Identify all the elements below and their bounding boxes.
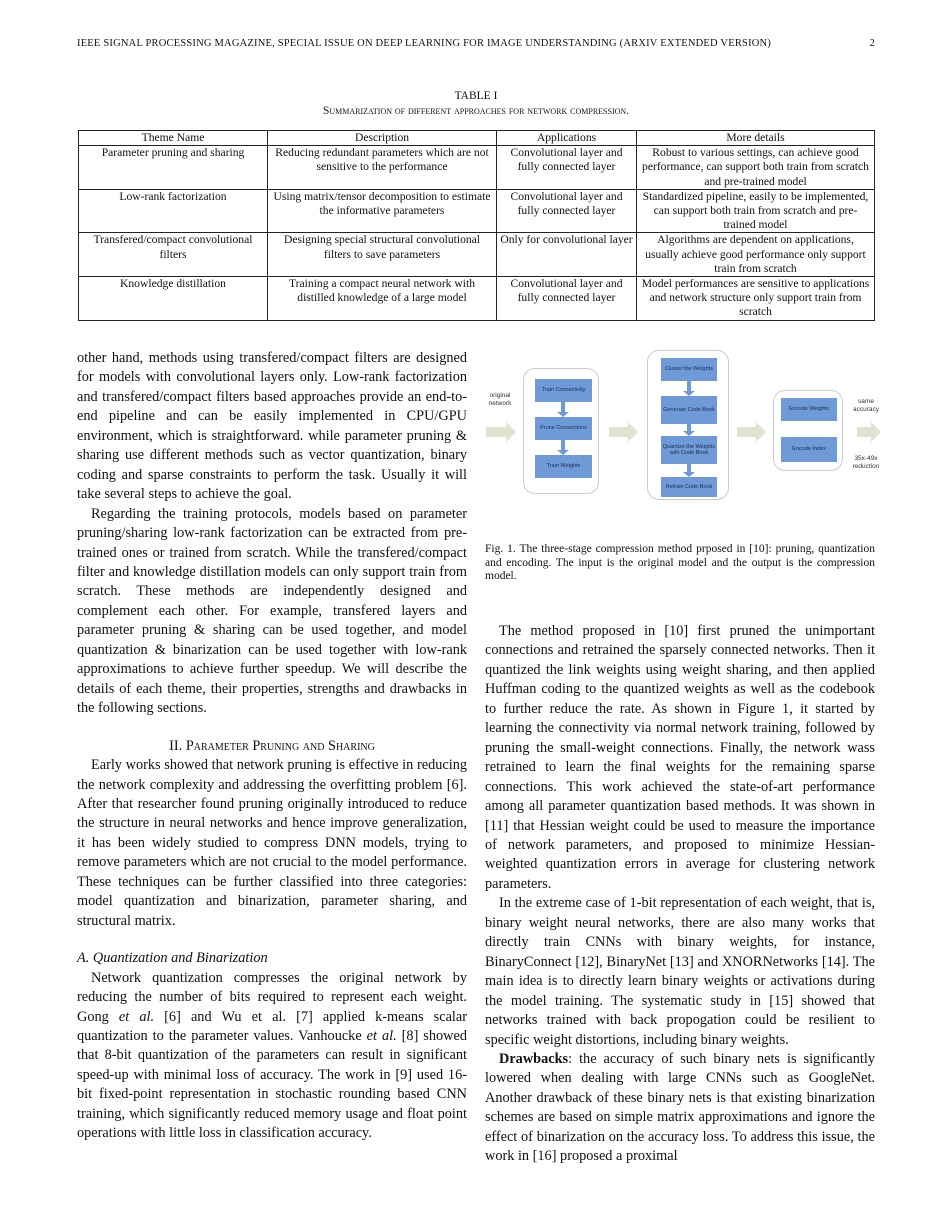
step-box: Generate Code Book <box>661 396 717 424</box>
right-column <box>485 622 875 1167</box>
table-label: TABLE I <box>454 90 498 102</box>
column-header: Applications <box>497 131 637 146</box>
compression-approaches-table <box>78 130 875 321</box>
table-cell: Using matrix/tensor decomposition to estimate the informative parameters <box>268 189 497 233</box>
paragraph <box>485 1050 875 1167</box>
table-row <box>79 233 875 277</box>
down-arrow <box>687 424 691 431</box>
step-box: Train Connectivity <box>535 379 592 402</box>
down-arrow <box>687 381 691 391</box>
flow-arrow <box>486 427 506 437</box>
table-cell: Standardized pipeline, easily to be implemented, can support both train from scratch and pre-trained model <box>637 189 875 233</box>
step-box: Retrain Code Book <box>661 477 717 497</box>
paragraph: Early works showed that network pruning is effective in reducing the network complexity and addressing the overfitting problem [6]. After that researcher found pruning originally introduced to reduce the structure in neural networks and hence improve generalization, it has been widely studied to compress DNN models, trying to remove parameters which are not crucial to the model performance. These techniques can be further classified into three categories: model quantization and binarization, parameter sharing, and structural matrix. <box>77 757 467 929</box>
paragraph: In the extreme case of 1-bit representation of each weight, that is, binary weight neural networks, there are also many works that directly train CNNs with binary weights, for instance, BinaryConnect [12], BinaryNet [13] and XNORNetworks [14]. The main idea is to directly learn binary weights or activations during the model training. The systematic study in [15] showed that networks trained with back propogation could be resilient to specific weight distortions, including binary weights. <box>485 895 875 1048</box>
text-run: : the accuracy of such binary nets is significantly lowered when dealing with large CNNs such as GoogleNet. Another drawback of these binary nets is that existing binarization schemes are based on simple matrix approximations and ignore the effect of binarization on the accuracy loss. To address this issue, the work in [16] proposed a proximal <box>485 1050 875 1165</box>
bold-run: Drawbacks <box>499 1050 569 1067</box>
input-label: original network <box>488 392 512 407</box>
paragraph: Regarding the training protocols, models based on parameter pruning/sharing low-rank factorization can be extracted from pre-trained ones or trained from scratch. While the transfered/compact filter and knowledge distillation models can only support train from scratch. These methods are independently designed and complement each other. For example, transfered layers and parameter pruning & sharing can be used together, and model quantization & binarization can be used together with low-rank approximations to achieve further speedup. We will describe the details of each theme, their properties, strengths and drawbacks in the following sections. <box>77 505 467 717</box>
table-cell: Convolutional layer and fully connected layer <box>497 277 637 321</box>
table-cell: Convolutional layer and fully connected layer <box>497 146 637 190</box>
figure-caption: Fig. 1. The three-stage compression method prposed in [10]: pruning, quantization and encoding. The input is the original model and the output is the compression model. <box>485 543 875 582</box>
paragraph: other hand, methods using transfered/compact filters are designed for models with convolutional layers only. Low-rank factorization and transfered/compact filters based approaches provide an end-to-end pipeline and can be easily implemented in CPU/GPU environment, which is straightforward. while parameter pruning & sharing use different methods such as vector quantization, binary coding and sparse constraints to perform the task. Usually it will take several steps to achieve the goal. <box>77 350 467 503</box>
table-row <box>79 277 875 321</box>
down-arrow <box>687 464 691 472</box>
figure-1-diagram <box>484 348 884 498</box>
table-row <box>79 189 875 233</box>
step-box: Encode Index <box>781 437 837 462</box>
output-label-top: same accuracy <box>852 398 879 413</box>
paragraph: The method proposed in [10] first pruned the unimportant connections and retrained the sparsely connected networks. Then it quantized the link weights using weight sharing, and then applied Huffman coding to the quantized weights as well as the codebook to further reduce the rate. As shown in Figure 1, it started by learning the connectivity via normal network training, followed by pruning the small-weight connections. Finally, the network wass retrained to learn the final weights for the remaining sparse connections. This work achieved the state-of-art performance among all parameter quantization based methods. It was shown in [11] that Hessian weight could be used to measure the importance of network parameters, and proposed to minimize Hessian-weighted quantization errors in average for clustering network parameters. <box>485 623 875 892</box>
table-row <box>79 146 875 190</box>
flow-arrow <box>609 427 628 437</box>
section-heading: II. Parameter Pruning and Sharing <box>169 737 375 754</box>
subsection-heading: A. Quantization and Binarization <box>77 950 268 967</box>
table-cell: Robust to various settings, can achieve good performance, can support both train from scratch and pre-trained model <box>637 146 875 190</box>
step-box: Cluster the Weights <box>661 358 717 381</box>
step-box: Train Weights <box>535 455 592 478</box>
down-arrow <box>561 440 565 450</box>
table-cell: Training a compact neural network with distilled knowledge of a large model <box>268 277 497 321</box>
text-run: [8] showed that 8-bit quantization of the parameters can result in significant speed-up with minimal loss of accuracy. The work in [9] used 16-bit fixed-point representation in stochastic rounding based CNN training, which significantly reduced memory usage and float point operations with little loss in classification accuracy. <box>77 1027 467 1142</box>
step-box: Quantize the Weights with Code Book <box>661 436 717 464</box>
running-title: IEEE SIGNAL PROCESSING MAGAZINE, SPECIAL ISSUE ON DEEP LEARNING FOR IMAGE UNDERSTANDING (ARXIV EXTENDED VERSION) <box>77 38 772 49</box>
column-header: More details <box>637 131 875 146</box>
table-cell: Model performances are sensitive to applications and network structure only support train from scratch <box>637 277 875 321</box>
paragraph <box>77 969 467 1144</box>
column-header: Theme Name <box>79 131 268 146</box>
step-box: Encode Weights <box>781 398 837 421</box>
output-label-bottom: 35x-49x reduction <box>852 455 880 470</box>
column-header: Description <box>268 131 497 146</box>
table-caption: Summarization of different approaches for network compression. <box>322 105 630 117</box>
table-cell: Knowledge distillation <box>79 277 268 321</box>
page-number: 2 <box>869 38 875 49</box>
table-cell: Designing special structural convolutional filters to save parameters <box>268 233 497 277</box>
step-box: Prune Connections <box>535 417 592 440</box>
italic-run: et al. <box>118 1008 155 1025</box>
table-header-row <box>79 131 875 146</box>
left-column <box>77 349 467 1144</box>
text-run: [6] and Wu et al. [7] applied k-means scalar quantization to the parameter values. Vanhoucke <box>77 1008 467 1044</box>
table-cell: Transfered/compact convolutional filters <box>79 233 268 277</box>
table-cell: Algorithms are dependent on applications, usually achieve good performance only support train from scratch <box>637 233 875 277</box>
table-cell: Parameter pruning and sharing <box>79 146 268 190</box>
table-cell: Reducing redundant parameters which are not sensitive to the performance <box>268 146 497 190</box>
table-cell: Convolutional layer and fully connected layer <box>497 189 637 233</box>
flow-arrow <box>737 427 756 437</box>
flow-arrow <box>857 427 871 437</box>
table-cell: Low-rank factorization <box>79 189 268 233</box>
down-arrow <box>561 402 565 412</box>
table-cell: Only for convolutional layer <box>497 233 637 277</box>
italic-run: et al. <box>366 1027 397 1044</box>
text-run: Network quantization compresses the original network by reducing the number of bits required to represent each weight. Gong <box>77 969 467 1025</box>
running-header <box>77 38 875 49</box>
